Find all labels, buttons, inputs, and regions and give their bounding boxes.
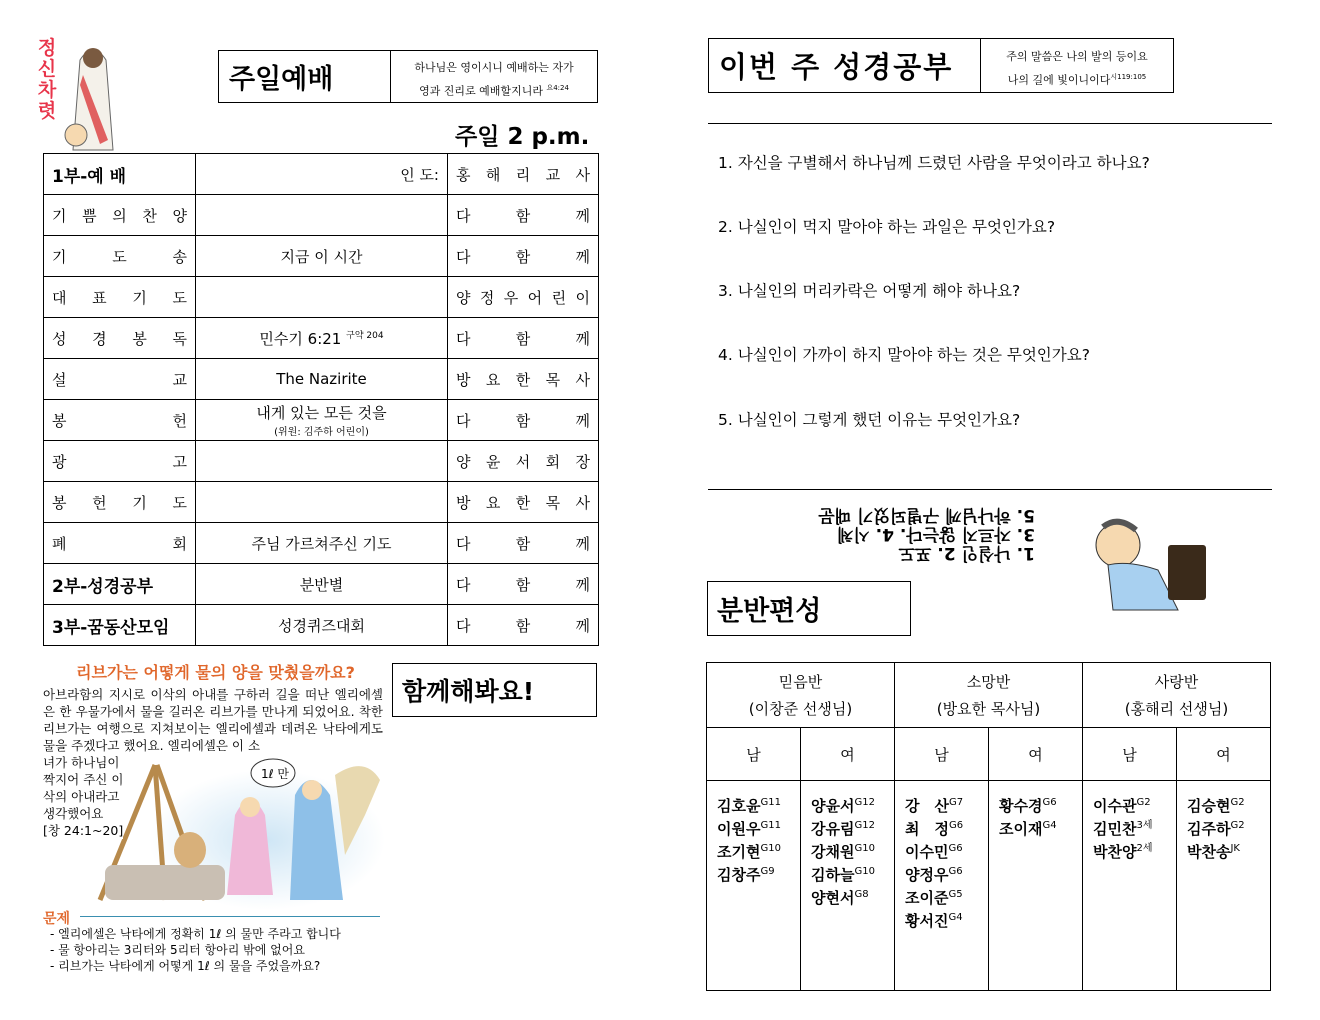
student: 김창주$^{G9}$ [717, 866, 775, 884]
class-title: 분반편성 [707, 581, 911, 636]
student: 최 정$^{G6}$ [905, 820, 964, 838]
question-3: 3. 나실인의 머리카락은 어떻게 해야 하나요? [718, 282, 1021, 300]
service-time: 주일 2 p.m. [455, 124, 590, 150]
item-name: 성 경 봉 독 [44, 318, 196, 359]
student: 황수경$^{G6}$ [999, 797, 1057, 815]
worship-row [44, 400, 599, 441]
student: 조이준$^{G5}$ [905, 889, 963, 907]
student-list [895, 781, 989, 991]
boy-reading-bible-illustration [1088, 515, 1218, 615]
worship-row [44, 277, 599, 318]
item-leader: 방 요 한 목 사 [448, 482, 599, 523]
item-name: 대 표 기 도 [44, 277, 196, 318]
item-name: 광 고 [44, 441, 196, 482]
student: 박찬송$^{JK}$ [1187, 843, 1240, 861]
item-leader: 방 요 한 목 사 [448, 359, 599, 400]
story-text-continued: 녀가 하나님이 짝지어 주신 이 삭의 아내라고 생각했어요 [창 24:1~20] [43, 755, 124, 838]
student: 이수관$^{G2}$ [1093, 797, 1151, 815]
rebekah-well-illustration [95, 755, 385, 910]
jesus-child-illustration [58, 40, 128, 155]
worship-row [44, 564, 599, 605]
student: 강채원$^{G10}$ [811, 843, 875, 861]
study-header [708, 38, 1174, 93]
item-leader: 양 정 우 어 린 이 [448, 277, 599, 318]
study-title: 이번 주 성경공부 [709, 39, 981, 92]
item-detail: 인 도: [196, 154, 448, 195]
item-name: 기 쁨 의 찬 양 [44, 195, 196, 236]
problem-label: 문제 [43, 911, 71, 927]
activity-title: 함께해봐요! [392, 663, 597, 717]
item-name: 2부-성경공부 [44, 564, 196, 605]
student-list [989, 781, 1083, 991]
speech-bubble: 1ℓ 만 [261, 767, 289, 781]
vertical-banner: 정 신 차 렷 [37, 37, 57, 122]
item-detail [196, 441, 448, 482]
male-header: 남 [1083, 728, 1177, 781]
item-name: 봉 헌 기 도 [44, 482, 196, 523]
student: 김하늘$^{G10}$ [811, 866, 875, 884]
question-4: 4. 나실인이 가까이 하지 말아야 하는 것은 무엇인가요? [718, 346, 1090, 364]
worship-verse: 하나님은 영이시니 예배하는 자가 영과 진리로 예배할지니라 $^{요4:24}$ [414, 61, 574, 98]
item-detail: 내게 있는 모든 것을 (위원: 김주하 어린이) [196, 400, 448, 441]
student: 박찬양$^{2세}$ [1093, 843, 1153, 861]
student-list [1177, 781, 1271, 991]
item-name: 폐 회 [44, 523, 196, 564]
item-name: 기 도 송 [44, 236, 196, 277]
divider [708, 489, 1272, 490]
student-list [801, 781, 895, 991]
item-name: 봉 헌 [44, 400, 196, 441]
item-leader: 다 함 께 [448, 400, 599, 441]
story-title: 리브가는 어떻게 물의 양을 맞췄을까요? [76, 663, 355, 682]
problem-list: - 엘리에셀은 낙타에게 정확히 1ℓ 의 물만 주라고 합니다 - 물 항아리는 3리터와 5리터 항아리 밖에 없어요 - 리브가는 낙타에게 어떻게 1ℓ 의 물을 주었을까요? [50, 927, 341, 973]
item-leader: 다 함 께 [448, 236, 599, 277]
student: 강유림$^{G12}$ [811, 820, 875, 838]
question-2: 2. 나실인이 먹지 말아야 하는 과일은 무엇인가요? [718, 218, 1056, 236]
item-detail: 민수기 6:21 $^{구약 204}$ [196, 318, 448, 359]
item-detail: The Nazirite [196, 359, 448, 400]
worship-row [44, 236, 599, 277]
student: 황서진$^{G4}$ [905, 912, 963, 930]
item-detail: 분반별 [196, 564, 448, 605]
item-detail [196, 277, 448, 318]
question-1: 1. 자신을 구별해서 하나님께 드렸던 사람을 무엇이라고 하나요? [718, 154, 1150, 172]
female-header: 여 [801, 728, 895, 781]
student: 양현서$^{G8}$ [811, 889, 869, 907]
student: 김호윤$^{G11}$ [717, 797, 781, 815]
story-text: 아브라함의 지시로 이삭의 아내를 구하러 길을 떠난 엘리에셀은 한 우물가에서 물을 길러온 리브가를 만나게 되었어요. 착한 리브가는 여행으로 지쳐보이는 엘리에셀과 데려온 낙타에게도 물을 주겠다고 했어요. 엘리에셀은 이 소 [43, 687, 383, 753]
item-leader: 다 함 께 [448, 318, 599, 359]
item-leader: 양 윤 서 회 장 [448, 441, 599, 482]
class-header: 소망반 (방요한 목사님) [895, 663, 1083, 728]
item-detail: 성경퀴즈대회 [196, 605, 448, 646]
worship-row [44, 605, 599, 646]
worship-row [44, 482, 599, 523]
item-detail [196, 195, 448, 236]
student: 이수민$^{G6}$ [905, 843, 963, 861]
student: 김승현$^{G2}$ [1187, 797, 1245, 815]
upside-down-answers: 1. 나실인 2. 포도 3. 자르지 않는다. 4. 시체 5. 하나님께 구별되었기 때문 [818, 505, 1035, 563]
female-header: 여 [989, 728, 1083, 781]
item-detail: 주님 가르쳐주신 기도 [196, 523, 448, 564]
item-detail: 지금 이 시간 [196, 236, 448, 277]
worship-row [44, 359, 599, 400]
worship-order-table [43, 153, 599, 646]
student: 조기현$^{G10}$ [717, 843, 781, 861]
male-header: 남 [707, 728, 801, 781]
item-name: 3부-꿈동산모임 [44, 605, 196, 646]
item-detail [196, 482, 448, 523]
class-table [706, 662, 1271, 991]
item-name: 설 교 [44, 359, 196, 400]
student: 강 산$^{G7}$ [905, 797, 964, 815]
study-verse: 주의 말씀은 나의 발의 등이요 나의 길에 빛이니이다$^{시119:105}$ [1006, 50, 1148, 87]
class-header: 믿음반 (이창준 선생님) [707, 663, 895, 728]
item-leader: 다 함 께 [448, 605, 599, 646]
student: 조이재$^{G4}$ [999, 820, 1057, 838]
item-leader: 홍 해 리 교 사 [448, 154, 599, 195]
worship-header [218, 50, 598, 103]
question-5: 5. 나실인이 그렇게 했던 이유는 무엇인가요? [718, 411, 1021, 429]
student: 양윤서$^{G12}$ [811, 797, 875, 815]
problem-divider [80, 916, 380, 917]
worship-row [44, 195, 599, 236]
item-leader: 다 함 께 [448, 523, 599, 564]
female-header: 여 [1177, 728, 1271, 781]
student: 김주하$^{G2}$ [1187, 820, 1245, 838]
worship-row [44, 523, 599, 564]
student-list [1083, 781, 1177, 991]
student: 양정우$^{G6}$ [905, 866, 963, 884]
student: 김민찬$^{3세}$ [1093, 820, 1153, 838]
male-header: 남 [895, 728, 989, 781]
item-name: 1부-예 배 [44, 154, 196, 195]
student: 이원우$^{G11}$ [717, 820, 781, 838]
class-header: 사랑반 (홍해리 선생님) [1083, 663, 1271, 728]
worship-title: 주일예배 [219, 51, 391, 102]
worship-row [44, 154, 599, 195]
divider [708, 123, 1272, 124]
worship-row [44, 318, 599, 359]
item-leader: 다 함 께 [448, 564, 599, 605]
student-list [707, 781, 801, 991]
worship-row [44, 441, 599, 482]
item-leader: 다 함 께 [448, 195, 599, 236]
